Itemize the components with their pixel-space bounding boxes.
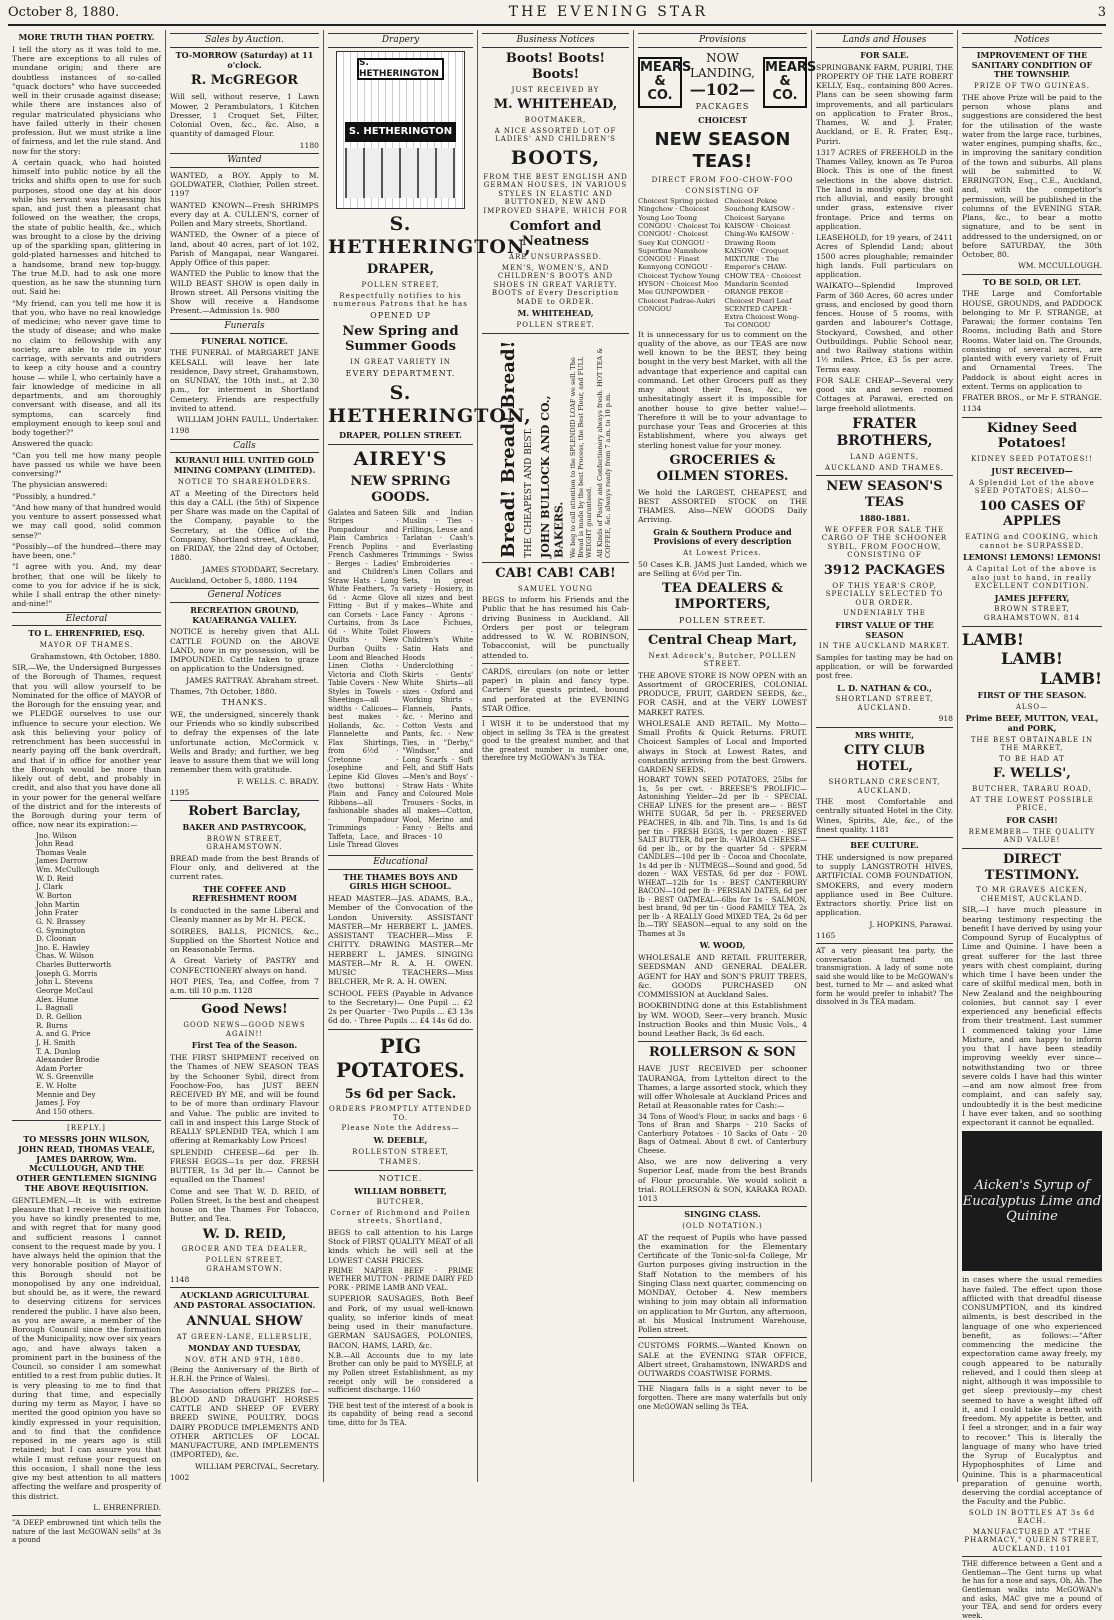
barclay-body: BREAD made from the best Brands of Flour only, and delivered at the current rates.	[170, 853, 319, 882]
article-paragraph: "My friend, can you tell me how it is that you, who have no real knowledge of medicine; who never gave time to the study of disease; and who make no claim to fellowship with any society, are able to ride in your carriage, with servants and outriders to keep a city house and a country house — while I, who certainly have a fair knowledge of medicine in all departments, and am thoroughly conversant with disease, and all its symptoms, can scarcely find employment enough to keep soul and body together?"	[12, 298, 161, 437]
for-cash: FOR CASH!	[1006, 814, 1058, 825]
airey-list-right: Silk and Indian Muslin · Ties · Frillings, Leuse and Tarlatan · Cash's and Everlasting Trimmings · Swiss Embroideries · Linen Collars and Sets, in great variety · Hosiery, in all sizes and best makes—White and Fancy · Aprons · Lace Fichues, Flowers · Children's White Satin Hats and Hoods · Underclothing · Skirts · Gents' White Shirts—all sizes · Oxford and Working Shirts · Flannels, Pants, &c. · Merino and Cotton Vests and Pants, &c. · New Ties, in "Derby," "Windsor," and Long Scarfs · Soft Felt, and Stiff Hats—Men's and Boys' · Straw Hats · White and Coloured Mole Trousers · Socks, in all makes—Cotton, Wool, Merino and Fancy · Belts and Braces · 10	[402, 508, 474, 841]
club-addr: SHORTLAND CRESCENT, AUCKLAND.	[828, 778, 941, 795]
show-head: ANNUAL SHOW	[186, 1313, 303, 1329]
singing-sub: (OLD NOTATION.)	[682, 1222, 763, 1231]
address-note: Please Note the Address—	[341, 1124, 460, 1133]
direct-from: DIRECT FROM FOO-CHOW-FOO	[651, 176, 794, 185]
mears-header	[638, 50, 817, 114]
wanted-ad: WANTED, a BOY. Apply to M. GOLDWATER, Clothier, Pollen street. 1197	[170, 170, 319, 199]
signatory-name: John Read	[36, 839, 74, 849]
mrs-white: MRS WHITE,	[854, 729, 915, 740]
testimony-after: in cases where the usual remedies have failed. The effect upon those afflicted with that dreadful disease CONSUMPTION, and its kindred ailments, is best described in the language of one who experienced benefit, as follows:—"After commencing the medicine the expectoration came away freely, my cough appeared to be naturally relieved, and I could then sleep at night, although it was impossible to get sleep previously—my chest seemed to have a weight lifted off it, and I could take a breath with freedom. My appetite is better, and I feel a stronger, and in a fair way to recover." This is literally the language of many who have tried the Syrup of Eucalyptus and Hypophosphites of Lime and Quinine. This is a pharmaceutical preparation of genuine worth, deserving the cordial acceptance of the Faculty and the Public.	[962, 1275, 1102, 1507]
central-body: THE ABOVE STORE IS NOW OPEN with an Assortment of GROCERIES, COLONIAL PRODUCE, FRUIT, GARDEN SEEDS, &c., FOR CASH, and at the VERY LOWEST MARKET RATES.	[638, 670, 807, 717]
wood-name: W. WOOD,	[699, 940, 746, 951]
central-items: HOBART TOWN SEED POTATOES, 25lbs for 1s, 5s per cwt. · BREESE'S PROLIFIC—Astonishing Yielder—2d per lb · SPECIAL CHEAP LINES for the present are— · BEST WHITE SUGAR, 5d per lb. · PRESERVED PEACHES, in 4lb. and 7lb. Tins, 1s and 1s 6d per tin · FRESH EGGS, 1s per dozen · BEST SALT BUTTER, 8d per lb. · WAIROA CHEESE—6d per lb., or by the quarter 5d · SPERM CANDLES—10d per lb · Cocoa and Chocolate, 1s 4d per lb · NUTMEGS—Sound and good, 5d dozen · WAX VESTAS, 6d per doz · FOWL WHEAT—12lb for 1s · BEST CANTERBURY BACON—10d per lb · PERSIAN DATES, 6d per lb · BEST OATMEAL—6lbs for 1s · SALMON, best brand, 9d per tin · Good FAMILY TEA, 2s per lb · A REALLY Good MIXED TEA, 2s 6d per lb.—TRY SEASON—equal to any sold on the Thames at 3s	[638, 776, 807, 938]
wells-addr: BUTCHER, TARARU ROAD,	[972, 785, 1092, 794]
nathan-addr: SHORTLAND STREET, AUCKLAND.	[835, 695, 934, 712]
whitehead-addr: POLLEN STREET.	[516, 321, 595, 330]
prize-body: THE above Prize will be paid to the person whose plans and suggestions are considered the best for the utilisation of the waste water from the large race, turbines, water engines, pumping shafts, &c., in improving the sanitary condition of the town and suburbs. All plans will be submitted to W. ERRINGTON, Esq., C.E., Auckland, and, with the competitor's permission, will be published in the columns of the EVENING STAR. Plans, &c., to bear a motto signature, and to be sent in addressed to the undersigned, on or before SATURDAY, the 30th October, 80.	[962, 92, 1102, 259]
store-windows	[345, 148, 456, 198]
funeral-sign: WILLIAM JOHN FAULL, Undertaker.	[176, 415, 319, 425]
central-mart: Central Cheap Mart,	[647, 632, 798, 648]
bee-culture: BEE CULTURE.	[850, 840, 919, 851]
every-dept: EVERY DEPARTMENT.	[345, 368, 456, 378]
manufacturer: MANUFACTURED AT "THE PHARMACY," QUEEN STREET, AUCKLAND. 1101	[964, 1527, 1100, 1553]
jams: 50 Cases K.B. JAMS Just Landed, which we are Selling at 6½d per Tin.	[638, 559, 807, 578]
issue-date: October 8, 1880.	[8, 5, 120, 20]
packages-3912: 3912 PACKAGES	[823, 562, 946, 578]
mears-logo-right: MEARS & CO.	[763, 57, 807, 108]
nst-head: NEW SEASON'S TEAS	[826, 479, 943, 511]
now-landing: NOW LANDING,	[690, 50, 755, 80]
reid-no: 1148	[170, 1275, 190, 1285]
signatory-name: Charles Butterworth	[36, 960, 112, 970]
barclay-trade: BAKER AND PASTRYCOOK,	[182, 822, 307, 833]
best-obtainable: THE BEST OBTAINABLE IN THE MARKET,	[970, 735, 1094, 753]
lemons: LEMONS! LEMONS! LEMONS!	[962, 552, 1101, 563]
we-offer: WE OFFER FOR SALE THE CARGO OF THE SCHOONER SYBIL, FROM FOOCHOW, CONSISTING OF	[821, 525, 948, 560]
article-body	[12, 45, 161, 609]
deeble-addr: ROLLESTON STREET,	[352, 1147, 449, 1156]
firsttea-head: First Tea of the Season.	[191, 1040, 298, 1051]
bootmaker: BOOTMAKER,	[524, 116, 587, 125]
filler-note-3: THE best test of the interest of a book is its capability of being read a second time, ditto for 3s TEA.	[328, 1401, 473, 1427]
boots-from: FROM THE BEST ENGLISH AND GERMAN HOUSES, IN VARIOUS STYLES IN ELASTIC AND BUTTONED, NEW AND IMPROVED SHAPE, WHICH FOR	[483, 172, 628, 215]
article-paragraph: "And how many of that hundred would you venture to assert possessed what we may call good, solid common sense?"	[12, 502, 161, 540]
section-business: Business Notices	[482, 33, 629, 48]
singing-body: AT the request of Pupils who have passed the examination for the Elementary Certificate of the Tonic-sol-fa College, Mr Gurton purposes giving instruction in the Staff Notation to the members of his Singing Class next quarter, commencing on MONDAY, October 4. New members wishing to join may obtain all information on application to Mr Gurton, any afternoon, at his Musical Instrument Warehouse, Pollen street.	[638, 1232, 807, 1335]
prize-sign: WM. MCCULLOUGH.	[1017, 261, 1102, 271]
syrup-bottle-engraving	[962, 1131, 1102, 1271]
store-sign-main: S. HETHERINGTON	[345, 122, 456, 142]
show-date: NOV. 8TH AND 9TH, 1880.	[184, 1355, 305, 1364]
filler-note: "A DEEP embrowned tint which tells the nature of the last McGOWAN sells" at 3s a pound	[12, 1519, 161, 1545]
first-value: FIRST VALUE OF THE SEASON	[835, 619, 934, 640]
calls-body: AT a Meeting of the Directors held this day a CALL (the 5th) of Sixpence per Share was made on the Capital of the Company, payable to the Secretary, at the Office of the Company, Shortland street, Auckland, on FRIDAY, the 22nd day of October, 1880.	[170, 488, 319, 563]
rollerson-end: Also, we are now delivering a very Superior Leaf, made from the best Brands of Flour procurable. We would solicit a trial. ROLLERSON & SON, KARAKA ROAD. 1013	[638, 1157, 807, 1204]
house-body: THE Large and Comfortable HOUSE, GROUNDS, and PADDOCK belonging to Mr F. STRANGE, at Parawai; the former contains Ten Rooms, including Bath and Store Rooms. Water laid on. The Grounds, consisting of several acres, are planted with every variety of Fruit and Ornamental Trees. The Paddock is about eight acres in extent. Terms on application to	[962, 289, 1102, 391]
tea-items: SPLENDID CHEESE—6d per lb. FRESH EGGS—1s per doz. FRESH BUTTER, 1s 3d per lb.— Cannot be equalled on the Thames!	[170, 1147, 319, 1185]
hetherington-addr: POLLEN STREET,	[361, 281, 440, 290]
signatory-name: T. A. Dunlop	[36, 1046, 81, 1056]
wood-body: WHOLESALE AND RETAIL FRUITERER, SEEDSMAN AND GENERAL DEALER. AGENT for HAY and SON'S FRUIT TREES, &c. GOODS PURCHASED ON COMMISSION at Auckland Sales.	[638, 953, 807, 1000]
signatory-name: Jno. E. Hawley	[36, 942, 90, 952]
calls-sign: JAMES STODDART, Secretary.	[202, 564, 319, 574]
column-4	[478, 30, 634, 1482]
leasehold: LEASEHOLD, for 19 years, of 2411 Acres of Splendid Land; about 1500 acres ploughable; remainder high lands. Full particulars on application.	[816, 233, 953, 280]
new-season-teas: NEW SEASON TEAS!	[654, 129, 791, 173]
wanted-ad: WANTED the Public to know that the WILD BEAST SHOW is open daily in Brown street. All Persons visiting the Show will receive a Handsome Present.—Admission 1s. 980	[170, 269, 319, 316]
show-days: MONDAY AND TUESDAY,	[188, 1343, 301, 1354]
gen-sign: JAMES RATTRAY. Abraham street.	[186, 675, 319, 685]
signatory-name: John L. Stevens	[36, 977, 93, 987]
season-year: 1880-1881.	[859, 512, 910, 523]
packages-word: PACKAGES	[695, 101, 750, 111]
article-paragraph: The physician answered:	[12, 480, 108, 490]
signatory-name: Adam Porter	[36, 1063, 83, 1073]
prizes-no: 1002	[170, 1472, 190, 1482]
bobbett-addr: Corner of Richmond and Pollen streets, Shortland,	[330, 1208, 471, 1226]
first-season: FIRST OF THE SEASON.	[977, 690, 1087, 701]
thanks-body: WE, the undersigned, sincerely thank our Friends who so kindly subscribed to defray the expenses of the late unfortunate action, McCormick v. Wells and Brady; and further, we beg leave to assure them that we will long remember them with gratitude.	[170, 709, 319, 775]
signatory-name: W. D. Reid	[36, 873, 74, 883]
column-2	[166, 30, 324, 1482]
prize-head: PRIZE OF TWO GUINEAS.	[974, 82, 1090, 91]
rollerson-items: 34 Tons of Wood's Flour, in sacks and bags · 6 Tons of Bran and Sharps · 210 Sacks of Canterbury Potatoes · 10 Sacks of Oats · 20 Bags of Oatmeal. About 8 cwt. of Canterbury Cheese.	[638, 1112, 807, 1155]
comfort-neatness: Comfort and Neatness	[509, 218, 602, 250]
article-paragraph: "I agree with you. And, my dear brother, that one will be likely to come to you for advice if he is sick, while I shall entrap the other ninety-and-nine!"	[12, 562, 161, 609]
storefront-engraving	[336, 51, 465, 209]
frater-brothers: FRATER BROTHERS,	[836, 415, 933, 450]
pies: HOT PIES, Tea, and Coffee, from 7 a.m. till 10 p.m. 1128	[170, 976, 319, 996]
testimony-body: SIR,—I have much pleasure in bearing testimony respecting the benefit I have derived by using your Compound Syrup of Eucalyptus of Lime and Quinine. I have been a great sufferer for the last three years with chest complaint, during which time I have been under the care of skilful medical men, both in New Zealand and the neighbouring colonies, but cannot say I ever experienced any beneficial effects from their treatment. Last summer I commenced taking your Lime Mixture, and am happy to inform you that I have been steadily improving weekly ever since—notwithstanding two or three severe colds I have had this winter—and am now almost free from complaint, and can safely say, undoubtedly it is the best medicine I have ever taken, and so soothing expectorant it cannot be equalled.	[962, 905, 1102, 1128]
whitehead-name: M. WHITEHEAD,	[493, 97, 618, 113]
bobbett-meats: PRIME NAPIER BEEF · PRIME WETHER MUTTON · PRIME DAIRY FED PORK · PRIME LAMB AND VEAL.	[328, 1266, 473, 1292]
article-paragraph: "Can you tell me how many people have passed us while we have been conversing?"	[12, 450, 161, 478]
section-general: General Notices	[170, 588, 319, 603]
auction-body: Will sell, without reserve, 1 Lawn Mower, 2 Perambulators, 1 Kitchen Dresser, 1 Croquet Set, Filter, Colonial Oven, &c., &c. Also, a quantity of damaged Flour.	[170, 92, 319, 139]
wanted-ad: WANTED KNOWN—Fresh SHRIMPS every day at A. CULLEN'S, corner of Pollen and Mary streets, Shortland.	[170, 200, 319, 229]
filler-note-7: THE difference between a Gent and a Gentleman—The Gent turns up what he has for a nose and says, Oh, Ah. The Gentleman walks into McGOWAN's and asks, MAC give me a pound of your TEA, and send for orders every week.	[962, 1560, 1103, 1620]
tea-dealers: TEA DEALERS & IMPORTERS,	[662, 581, 783, 613]
section-calls: Calls	[170, 439, 319, 454]
package-count: —102—	[689, 80, 756, 100]
section-funerals: Funerals	[170, 319, 319, 334]
school-body: HEAD MASTER—JAS. ADAMS, B.A., Member of the Convocation of the London University. ASSISTANT MASTER—Mr HERBERT L. JAMES. ASSISTANT TEACHER—Miss F. CHITTY. DRAWING MASTER—Mr HERBERT L. JAMES. SINGING MASTER—Mr R. A. H. OWEN. MUSIC TEACHERS—Miss BELCHER, Mr R. A. H. OWEN.	[328, 894, 473, 987]
signatory-name: Jno. Wilson	[36, 830, 77, 840]
gen-body: NOTICE is hereby given that ALL CATTLE FOUND on the ABOVE LAND, now in my possession, will be IMPOUNDED. Cattle taken to graze on application to the Undersigned.	[170, 627, 319, 674]
tea-list-right: Choicest Pekoe Souchong KAISOW · Choicest Saryane KAISOW · Choicest Ching-Wo KAISOW · Drawing Room KAISOW · Croquet MIXTURE · The Emperor's CHAW-CHOW TEA · Choicest Mandarin Scented ORANGE PEKOE · Choicest Pearl Leaf SCENTED CAPER · Extra Choicest Wong-Toi CONGOU	[724, 197, 802, 330]
reply-to: TO MESSRS JOHN WILSON, JOHN READ, THOMAS VEALE, JAMES DARROW, Wm. McCULLOUGH, AND THE OTHER GENTLEMEN SIGNING THE ABOVE REQUISITION.	[16, 1134, 157, 1193]
hetherington-trade: DRAPER,	[366, 262, 435, 278]
young-body: BEGS to inform his Friends and the Public that he has resumed his Cab-driving Business in Auckland. All Orders per post or telegram addressed to W. W. ROBINSON, Tobacconist, will be punctually attended to.	[482, 595, 629, 660]
opened-up: OPENED UP	[370, 310, 431, 320]
cab-head: CAB! CAB! CAB!	[495, 565, 616, 581]
spring-goods: New Spring and Summer Goods	[342, 323, 459, 355]
signatory-name: A. and G. Price	[36, 1029, 91, 1039]
signatory-name: J. Clark	[36, 882, 63, 892]
store-sign-top: S. HETHERINGTON	[357, 58, 444, 80]
agri-head: AUCKLAND AGRICULTURAL AND PASTORAL ASSOCIATION.	[173, 1290, 316, 1311]
signatory-name: Alex. Hume	[36, 994, 79, 1004]
jeffery-addr: BROWN STREET, GRAHAMSTOWN. 814	[983, 605, 1081, 622]
filler-note-4: I WISH it to be understood that my object in selling 3s TEA is the greatest good to the greatest number, and that the greatest number is number one, therefore try McGOWAN's 3s TEA.	[482, 720, 629, 763]
signatory-name: W. Borton	[36, 890, 72, 900]
bottle-label: Aicken's Syrup of Eucalyptus Lime and Quinine	[962, 1177, 1102, 1225]
lamb-2: LAMB!	[1001, 649, 1063, 669]
bread-pastry: All Kinds of Pastry and Confectionery always fresh. HOT TEA & COFFEE, &c. always ready from 7 a.m. to 10 p.m.	[596, 347, 613, 558]
deeble-town: THAMES.	[379, 1158, 422, 1167]
boots-word: BOOTS,	[510, 146, 601, 169]
grain-produce: Grain & Southern Produce and Provisions of every description	[653, 526, 792, 547]
calls-head: KURANUI HILL UNITED GOLD MINING COMPANY (LIMITED).	[173, 455, 316, 476]
gen-date: Thames, 7th October, 1880.	[170, 686, 277, 696]
house-sign: FRATER BROS., or Mr F. STRANGE.	[962, 393, 1102, 402]
mears-logo-left: MEARS & CO.	[638, 57, 682, 108]
section-educational: Educational	[328, 855, 473, 870]
signatory-name: G. Symington	[36, 925, 86, 935]
barclay-addr: BROWN STREET, GRAHAMSTOWN.	[206, 834, 283, 852]
nice-lot: A NICE ASSORTED LOT OF LADIES' AND CHILDREN'S	[494, 126, 617, 144]
nathan-name: L. D. NATHAN & CO.,	[837, 682, 932, 693]
requisition-to: TO L. EHRENFRIED, ESQ.	[28, 628, 145, 639]
signatory-name: Joseph G. Morris	[36, 968, 98, 978]
soirees: SOIREES, BALLS, PICNICS, &c., Supplied on the Shortest Notice and on Reasonable Terms.	[170, 926, 319, 955]
reply-body: GENTLEMEN,—It is with extreme pleasure that I receive the requisition you have so kindly presented to me, and with regret that for many good and sufficient reasons I cannot consent to the request made by you. I have always held the opinion that the very honorable position of Mayor of this Borough should not be monopolised by any one individual, but should be, as it were, the reward to deserving citizens for services rendered the public. I have also been, as you are aware, a member of the Borough Council since the formation of the Municipality, now over six years ago, and have always taken a prominent part in the business of the Council, so consider I am somewhat entitled to a rest from public duties. It is very pleasing to me to find that during that time, and especially during my term as Mayor, I have so merited the good opinion you have so kindly expressed in your requisition, and to find that the confidence reposed in me years ago is still retained; but I can assure you that while I must refuse your request on this occasion, I shall none the less give my best attention to all matters affecting the welfare and prosperity of this district.	[12, 1195, 161, 1501]
wanted-ad: WANTED, the Owner of a piece of land, about 40 acres, part of lot 102, Parish of Mangapai, near Wangarei. Apply Office of this paper.	[170, 230, 319, 268]
funeral-no: 1198	[170, 426, 190, 436]
testimony-to: TO MR GRAVES AICKEN, CHEMIST, AUCKLAND.	[976, 886, 1088, 903]
signatory-name: R. Burns	[36, 1020, 68, 1030]
thanks-head: THANKS.	[221, 698, 268, 708]
bee-body: THE undersigned is now prepared to supply LANGSTROTH HIVES, ARTIFICIAL COMB FOUNDATION, SMOKERS, and every modern appliance used in Bee Culture. Extractors shortly. Price list on application.	[816, 852, 953, 918]
young-name: SAMUEL YOUNG	[518, 584, 593, 593]
signatory-name: John Frater	[36, 908, 79, 918]
signatory-name: James Darrow	[36, 856, 88, 866]
hold-stock: We hold the LARGEST, CHEAPEST, and BEST ASSORTED STOCK on THE THAMES. Also—NEW GOODS Daily Arriving.	[638, 487, 807, 525]
goodnews-head: Good News!	[201, 1002, 288, 1018]
bread-vertical-ad	[482, 338, 629, 558]
lowest-price: AT THE LOWEST POSSIBLE PRICE,	[970, 795, 1094, 813]
signatory-name: W. S. Greenville	[36, 1072, 94, 1082]
reply-signature: L. EHRENFRIED.	[93, 1502, 161, 1512]
thanks-no: 1195	[170, 787, 190, 797]
coffee-head: THE COFFEE AND REFRESHMENT ROOM	[192, 883, 297, 904]
tea-comment: It is unnecessary for us to comment on the quality of the above, as our TEAS are now well known to be the BEST, they being bought in the very best Market, with all the advantage that experience and capital can command. Let other Grocers puff as they may about their Teas, &c., we unhesitatingly assert it is impossible for another house to give better value!—Therefore it will be to your advantage to purchase your Teas and Groceries at this Establishment, where you always get sterling honest value for your money.	[638, 329, 807, 450]
jeffery-name: JAMES JEFFERY,	[994, 592, 1070, 603]
notice-head: NOTICE.	[378, 1173, 423, 1183]
gen-head: RECREATION GROUND, KAUAERANGA VALLEY.	[190, 604, 299, 625]
signatory-name: And 150 others.	[36, 1107, 95, 1116]
goodnews-sub: GOOD NEWS—GOOD NEWS AGAIN!!	[183, 1021, 306, 1038]
hetherington-addr-2: DRAPER, POLLEN STREET.	[339, 429, 462, 440]
wanted-list	[170, 171, 319, 316]
rollerson-name: ROLLERSON & SON	[648, 1045, 797, 1061]
singing-head: SINGING CLASS.	[684, 1209, 761, 1220]
to-be-sold: TO BE SOLD, OR LET.	[983, 276, 1081, 287]
airey-name: AIREY'S	[353, 447, 448, 470]
signatory-list	[12, 832, 161, 1117]
column-7	[958, 30, 1106, 1620]
article-title: MORE TRUTH THAN POETRY.	[18, 32, 155, 42]
kidney-head: Kidney Seed Potatoes!	[986, 420, 1078, 452]
pig-potatoes: PIG POTATOES.	[336, 1033, 465, 1083]
bobbett-sausages: SUPERIOR SAUSAGES, Both Beef and Pork, of my usual well-known quality, so inferior kinds of meat being used in their manufacture. GERMAN SAUSAGES, POLONIES, BACON, HAMS, LARD, &c.	[328, 1294, 473, 1350]
club-body: THE most Comfortable and centrally situated Hotel in the City. Wines, Spirits, Ale, &c., of the finest quality. 1181	[816, 797, 953, 834]
calls-sub: NOTICE TO SHAREHOLDERS.	[177, 477, 312, 486]
signatory-name: Wm. McCullough	[36, 865, 100, 875]
choicest: CHOICEST	[698, 115, 747, 126]
tea-list-left: Choicest Spring picked Ningchow · Choicest Young Loo Toong CONGOU · Choicest Toi CONGOU · Choicest Suey Kut CONGOU · Superfine Namshow CONGOU · Finest Kennyong CONGOU · Choicest Tychow Young HYSON · Choicest Moo Mee GUNPOWDER · Choicest Padrae-Aukri CONGOU	[638, 197, 721, 313]
reply-label: [REPLY.]	[67, 1123, 106, 1132]
central-sub: Next Adcock's, Butcher, POLLEN STREET.	[648, 651, 797, 669]
frater-town: AUCKLAND AND THAMES.	[824, 463, 945, 472]
hetherington-name: S. HETHERINGTON,	[328, 212, 532, 259]
pastry: A Great Variety of PASTRY and CONFECTIONERY always on hand.	[170, 956, 319, 975]
just-received: JUST RECEIVED BY	[511, 85, 600, 94]
mens-boots: MEN'S, WOMEN'S, AND CHILDREN'S BOOTS AND SHOES IN GREAT VARIETY. BOOTS of Every Description MADE to ORDER.	[491, 263, 620, 306]
bobbett-body: BEGS to call attention to his Large Stock of FIRST QUALITY MEAT of all kinds which he will sell at the LOWEST CASH PRICES.	[328, 1227, 473, 1265]
article-paragraph: "Possibly, a hundred."	[12, 491, 96, 501]
undeniably: UNDENIABLY THE	[843, 609, 926, 618]
section-notices: Notices	[962, 33, 1102, 48]
boots-head: Boots! Boots! Boots!	[505, 50, 606, 82]
improvement-head: IMPROVEMENT OF THE SANITARY CONDITION OF THE TOWNSHIP.	[971, 49, 1093, 80]
bread-head: Bread! Bread! Bread!	[497, 340, 519, 558]
frater-sub: LAND AGENTS,	[850, 453, 919, 462]
signatory-name: E. W. Holte	[36, 1081, 77, 1091]
firsttea-body: THE FIRST SHIPMENT received on the Thames of NEW SEASON TEAS by the Schooner Sybil, direct from Foochow-Foo, has JUST BEEN RECEIVED BY ME, and will be found to be of more than ordinary Flavour and Value. The public are invited to call in and inspect this Large Stock of REALLY SPLENDID TEA, which I am offering at Remarkably Low Prices!	[170, 1053, 319, 1146]
house-no: 1134	[962, 404, 982, 414]
section-auction: Sales by Auction.	[170, 33, 319, 48]
paper-title: THE EVENING STAR	[508, 4, 709, 20]
signatory-name: D. Cloonan	[36, 934, 77, 944]
capital-lot: A Capital Lot of the above is also just to hand, in really EXCELLENT CONDITION.	[967, 565, 1097, 591]
great-variety: IN GREAT VARIETY IN	[350, 358, 451, 367]
calls-date: Auckland, October 5, 1880. 1194	[170, 575, 298, 585]
apples: 100 CASES OF APPLES	[979, 498, 1085, 530]
funeral-body: THE FUNERAL of MARGARET JANE KELSALL will leave her late residence, Davy street, Grahamstown, on SUNDAY, the 10th inst., at 2.30 p.m., for interment in Shortland Cemetery. Friends are respectfully invited to attend.	[170, 348, 319, 413]
kidney-sub: KIDNEY SEED POTATOES!!	[971, 455, 1093, 464]
filler-note-5: THE Niagara falls is a sight never to be forgotten. There are many waterfalls but only one McGOWAN selling 3s TEA.	[638, 1385, 807, 1411]
requisition-place: Grahamstown, 4th October, 1880.	[30, 651, 161, 661]
direct-testimony: DIRECT TESTIMONY.	[984, 851, 1080, 883]
signatory-name: Mennie and Dey	[36, 1089, 96, 1099]
requisition-sub: MAYOR OF THAMES.	[39, 641, 134, 650]
also: ALSO—	[1015, 702, 1049, 711]
signatory-name: Thomas Veale	[36, 847, 87, 857]
article-paragraph: I tell the story as it was told to me. There are exceptions to all rules of mundane origin; and there are doubtless instances of so-called "quack doctors" who have succeeded well in their crusade against disease; while there are instances also of regular matriculated physicians who have failed utterly in their chosen profession. But we must strike a line of fairness, and let the rule stand. And now for the story:	[12, 44, 161, 156]
reid-trade: GROCER AND TEA DEALER,	[181, 1245, 308, 1254]
sold-bottles: SOLD IN BOTTLES AT 3s 6d EACH.	[968, 1508, 1096, 1526]
reid-addr: POLLEN STREET, GRAHAMSTOWN.	[205, 1255, 284, 1273]
city-club: CITY CLUB HOTEL,	[843, 743, 925, 775]
consisting-of: CONSISTING OF	[685, 186, 760, 195]
orders-prompt: ORDERS PROMPTLY ATTENDED TO.	[328, 1105, 473, 1122]
just-received-7: JUST RECEIVED—	[991, 465, 1073, 476]
pollen-street: POLLEN STREET.	[678, 615, 767, 625]
show-note: (Being the Anniversary of the Birth of H.R.H. the Prince of Wales).	[170, 1366, 319, 1383]
signatory-name: G. N. Brassey	[36, 916, 86, 926]
bobbett-trade: BUTCHER,	[376, 1198, 425, 1207]
signatory-name: John Martin	[36, 899, 80, 909]
auctioneer-name: R. McGREGOR	[190, 73, 299, 89]
lamb-3: LAMB!	[1040, 668, 1102, 688]
samples: Samples for tasting may be had on application, or will be forwarded post free.	[816, 652, 953, 681]
masthead	[8, 4, 1106, 26]
show-place: AT GREEN-LANE, ELLERSLIE,	[176, 1332, 313, 1341]
hetherington-notify: Respectfully notifies to his numerous Patrons that he has	[333, 291, 468, 309]
for-sale: FOR SALE.	[860, 49, 909, 60]
customs-forms: CUSTOMS FORMS.—Wanted Known on SALE at the EVENING STAR OFFICE, Albert street, Grahamstown, INWARDS and OUTWARDS COASTWISE FORMS.	[638, 1341, 807, 1379]
pig-price: 5s 6d per Sack.	[344, 1086, 457, 1102]
bobbett-nb: N.B.—All Accounts due to my late Brother can only be paid to MYSELF, at my Pollen street Establishment, as my receipt only will be considered a sufficient discharge. 1160	[328, 1351, 473, 1395]
wells-name: F. WELLS',	[993, 766, 1071, 782]
school-fees: SCHOOL FEES (Payable in Advance to the Secretary)— One Pupil ... £2 2s per Quarter · Two Pupils ... £3 13s 6d do. · Three Pupils ... £4 14s 6d do.	[328, 988, 473, 1026]
tea-table	[638, 197, 807, 330]
waikato: WAIKATO—Splendid Improved Farm of 360 Acres, 60 acres under grass, and enclosed by good thorn fences. House of 5 rooms, with garden and labourer's Cottage, Stockyard, Cowshed, and other Outbuildings. Public School near, and two Railway stations within 1½ miles. Price, £3 5s per acre. Terms easy.	[816, 281, 953, 374]
remember: REMEMBER— THE QUALITY AND VALUE!	[968, 827, 1096, 845]
barclay-name: Robert Barclay,	[188, 804, 301, 820]
bread-body: We beg to call attention to the SPLENDID LOAF we sell. The Bread is made by the best Process, the Best Flour, and FULL WEIGHT guaranteed.	[568, 356, 593, 558]
lowest-prices: At Lowest Prices.	[683, 549, 762, 558]
section-electoral: Electoral	[12, 612, 161, 627]
unsurpassed: ARE UNSURPASSED.	[509, 253, 602, 262]
auckland-market: IN THE AUCKLAND MARKET.	[818, 642, 951, 651]
nathan-no: 918	[938, 714, 953, 724]
column-1	[8, 30, 166, 1545]
coffee-body: Is conducted in the same Liberal and Cleanly manner as by Mr H. PECK.	[170, 906, 319, 925]
page-number: 3	[1097, 5, 1106, 20]
section-provisions: Provisions	[638, 33, 807, 48]
auction-no: 1180	[299, 140, 319, 150]
article-paragraph: A certain quack, who had hoisted himself into public notice by all the tricks and shifts open to use for such purposes, stood one day at his door while his servant was harnessing his span, and just then a pleasant chat followed on the weather, the crops, the state of public health, &c., which was brought to a close by the driving up of the sparkling span, glittering in gold-plated harnesses and hitched to a handsome, brand new top-buggy. The true M.D. had to ask one more question, as he saw the stunning turn out. Said he:	[12, 157, 161, 297]
central-motto: WHOLESALE AND RETAIL. My Motto—Small Profits & Quick Returns. FRUIT. Choicest Samples of Local and Imported always in Stock at Lowest Rates, and constantly arriving from the best Growers. GARDEN SEEDS.	[638, 718, 807, 775]
column-5	[634, 30, 817, 1482]
signatory-name: D. R. Gellion	[36, 1011, 82, 1021]
groceries-head: GROCERIES & OILMEN STORES.	[656, 452, 789, 484]
section-lands: Lands and Houses	[816, 33, 953, 48]
come-see: Come and see That W. D. REID, of Pollen Street, Is the best and cheapest house on the Thames For Tobacco, Butter, and Tea.	[170, 1186, 319, 1224]
cards-ad: CARDS, circulars (on note or letter paper) in plain and fancy type. Carters' Re quests printed, bound and perforated at the EVENING STAR Office.	[482, 666, 629, 713]
section-drapery: Drapery	[328, 33, 473, 48]
article-paragraph: Answered the quack:	[12, 439, 94, 449]
auction-head: TO-MORROW (Saturday) at 11 o'clock.	[175, 49, 314, 70]
signatory-name: Alexander Brodie	[36, 1055, 100, 1065]
prime-meat: Prime BEEF, MUTTON, VEAL, and PORK,	[965, 713, 1099, 734]
school-head: THE THAMES BOYS AND GIRLS HIGH SCHOOL.	[343, 871, 458, 892]
signatory-name: George McCaul	[36, 986, 93, 996]
signatory-name: L. Bagnall	[36, 1003, 74, 1013]
signatory-name: Chas. W. Wilson	[36, 951, 94, 961]
bobbett-name: WILLIAM BOBBETT,	[354, 1185, 447, 1196]
thanks-sign: F. WELLS. C. BRADY.	[237, 776, 319, 786]
acres-freehold: 1317 ACRES of FREEHOLD in the Thames Valley, known as Te Puroa Block. This is one of the finest selections in the above district. The land is mostly open; the soil rich alluvial, and easily brought under grass, extensive river frontage. Price and terms on application.	[816, 147, 953, 231]
airey-sub: NEW SPRING GOODS.	[350, 473, 451, 505]
signatory-name: James J. Foy	[36, 1098, 81, 1108]
rollerson-body: HAVE JUST RECEIVED per schooner TAURANGA, from Lyttelton direct to the Thames, a large assorted stock, which they will offer Wholesale at Auckland Prices and Retail at Reasonable rates for Cash:—	[638, 1064, 807, 1111]
deeble-name: W. DEEBLE,	[373, 1134, 428, 1145]
bee-sign: J. HOPKINS, Parawai.	[869, 919, 953, 929]
whitehead-name-2: M. WHITEHEAD,	[517, 308, 594, 319]
requisition-body: SIR,—We, the Undersigned Burgesses of the Borough of Thames, request that you will allow yourself to be Nominated for the office of MAYOR of the Borough for the ensuing year, and we PLEDGE ourselves to use our influence to secure your election. We ask this believing your policy of retrenchment has been successful in nearly paying off the bank overdraft, and that if in office for another year the Borough would be more than likely out of debt, and probably in credit, and also that you have done all in your power for the general welfare of the district and for the interests of the Borough during your term of office, now near its expiration:—	[12, 663, 161, 830]
column-6	[812, 30, 958, 1482]
to-be-had: TO BE HAD AT	[999, 754, 1065, 763]
lot: A Splendid Lot of the above SEED POTATOES; ALSO—	[969, 478, 1095, 496]
reid-name: W. D. REID,	[202, 1226, 287, 1242]
for-sale-cheap: FOR SALE CHEAP—Several very good six and seven roomed Cottages at Parawai, erected on large freehold allotments.	[816, 375, 953, 413]
article-paragraph: "Possibly—of the hundred—there may have been, one."	[12, 541, 161, 560]
signatory-name: J. H. Smith	[36, 1037, 76, 1047]
prizes-sign: WILLIAM PERCIVAL, Secretary.	[194, 1461, 319, 1471]
bee-no: 1165	[816, 930, 836, 940]
bread-cheapest: THE CHEAPEST AND BEST.	[523, 427, 534, 558]
section-wanted: Wanted	[170, 153, 319, 168]
year-crop: OF THIS YEAR'S CROP, SPECIALLY SELECTED TO OUR ORDER.	[825, 581, 944, 607]
bookbinding: BOOKBINDING done at this Establishment by WM. WOOD, Seer—very branch. Music Instruction Books and thin Music Vols., 4 bound Leather Back, 3s 6d each.	[638, 1001, 807, 1039]
hetherington-name-2: S. HETHERINGTON,	[328, 381, 532, 427]
springbank: SPRINGBANK FARM, PURIRI, THE PROPERTY OF THE LATE ROBERT KELLY, Esq., containing 800 Acres. Plans can be seen showing farm improvements, and all particulars on application to Frater Bros., Thames, W. and J. Frater, Auckland, or E. R. Frater, Esq., Puriri.	[816, 62, 953, 146]
filler-note-6: AT a very pleasant tea party, the conversation turned on transmigration. A lady of some note said she would like to be McGOWAN's best, turned to Mr — and asked what form he would prefer to inhabit? The dissolved in 3s TEA madam.	[816, 947, 953, 1007]
bread-bakers: JOHN BULLOCK AND CO., BAKERS.	[538, 395, 566, 558]
airey-list-left: Galatea and Sateen Stripes · Pompadour and Plain Cambrics · French Poplins · French Cashmeres · Berges · Ladies' and Children's Straw Hats · Long White Feathers, 7s 6d · Acme Glove Fitting · But if y can Corsets · Lace Curtains, from 3s 6d · White Toilet Quilts · New Durban Quilts · Loom and Bleached Linen Cloths · Victoria and Cloth Table Covers · New Styles in Towels · Sheetings—all widths · Calicoes—best makes · Hollands, &c. · Flannelette and Flax Shirtings, from 6½d · Cretonne · Josephine and Lepine Kid Gloves (two buttons) · Plain and Fancy Ribbons—all fashionable shades · Pompadour Trimmings · Taffeta, Lace, and Lisle Thread Gloves	[328, 508, 399, 850]
apples-sub: EATING and COOKING, which cannot be SURPASSED.	[965, 533, 1099, 550]
funeral-head: FUNERAL NOTICE.	[201, 335, 288, 346]
prizes: The Association offers PRIZES for— BLOOD AND DRAUGHT HORSES CATTLE AND SHEEP OF EVERY BREED SWINE, POULTRY, DOGS DAIRY PRODUCE IMPLEMENTS AND OTHER ARTICLES OF LOCAL MANUFACTURE, AND IMPLEMENTS (IMPORTED), &c.	[170, 1385, 319, 1460]
lamb-1: LAMB!	[962, 629, 1024, 649]
